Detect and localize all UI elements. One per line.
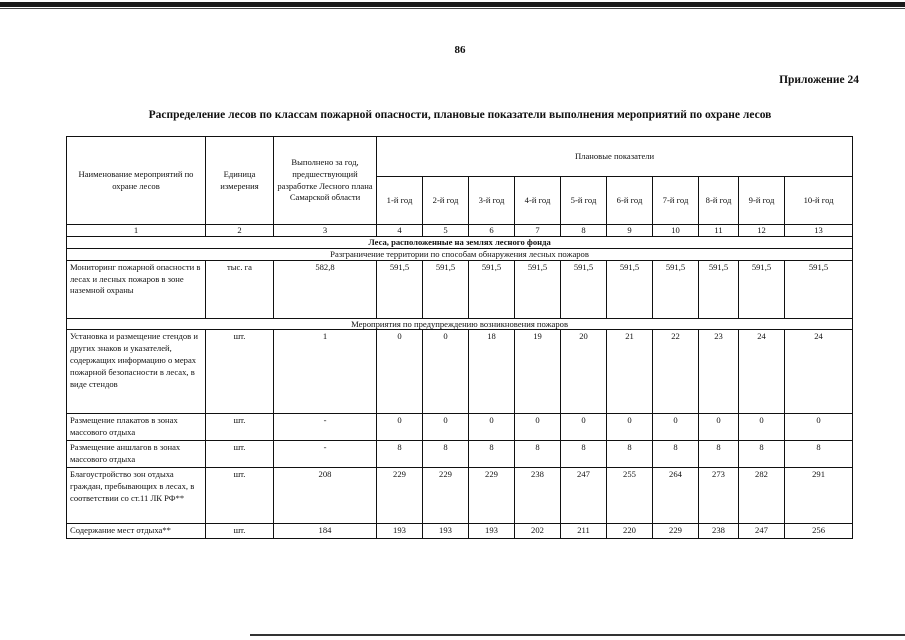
completed-cell: 184 bbox=[274, 523, 377, 538]
value-cell: 591,5 bbox=[515, 260, 561, 318]
bottom-border-rule bbox=[250, 634, 905, 636]
header-year: 9-й год bbox=[739, 177, 785, 225]
column-number: 11 bbox=[699, 225, 739, 237]
top-border-rule bbox=[0, 2, 905, 7]
value-cell: 21 bbox=[607, 330, 653, 414]
value-cell: 0 bbox=[377, 330, 423, 414]
value-cell: 0 bbox=[377, 414, 423, 441]
table-row bbox=[67, 414, 853, 441]
column-number: 8 bbox=[561, 225, 607, 237]
unit-cell: шт. bbox=[206, 441, 274, 468]
value-cell: 0 bbox=[469, 414, 515, 441]
section-row bbox=[67, 248, 853, 260]
value-cell: 229 bbox=[423, 467, 469, 523]
column-number: 1 bbox=[67, 225, 206, 237]
value-cell: 229 bbox=[377, 467, 423, 523]
value-cell: 220 bbox=[607, 523, 653, 538]
header-year: 3-й год bbox=[469, 177, 515, 225]
column-number: 2 bbox=[206, 225, 274, 237]
section-forest-lands: Леса, расположенные на землях лесного фонда bbox=[67, 237, 853, 249]
unit-cell: шт. bbox=[206, 467, 274, 523]
value-cell: 211 bbox=[561, 523, 607, 538]
value-cell: 291 bbox=[785, 467, 853, 523]
activity-name: Содержание мест отдыха** bbox=[67, 523, 206, 538]
completed-cell: - bbox=[274, 414, 377, 441]
value-cell: 8 bbox=[653, 441, 699, 468]
value-cell: 238 bbox=[515, 467, 561, 523]
unit-cell: шт. bbox=[206, 414, 274, 441]
column-number: 5 bbox=[423, 225, 469, 237]
header-unit: Единица измерения bbox=[206, 137, 274, 225]
column-number: 6 bbox=[469, 225, 515, 237]
value-cell: 8 bbox=[699, 441, 739, 468]
value-cell: 247 bbox=[561, 467, 607, 523]
activity-name: Установка и размещение стендов и других знаков и указателей, содержащих информацию о мерах пожарной безопасности в лесах, в виде стендов bbox=[67, 330, 206, 414]
column-number: 12 bbox=[739, 225, 785, 237]
header-year: 7-й год bbox=[653, 177, 699, 225]
appendix-label: Приложение 24 bbox=[779, 74, 859, 86]
value-cell: 282 bbox=[739, 467, 785, 523]
header-year: 5-й год bbox=[561, 177, 607, 225]
section-prevention: Мероприятия по предупреждению возникновения пожаров bbox=[67, 318, 853, 330]
value-cell: 229 bbox=[653, 523, 699, 538]
value-cell: 591,5 bbox=[653, 260, 699, 318]
header-planned: Плановые показатели bbox=[377, 137, 853, 177]
column-number: 9 bbox=[607, 225, 653, 237]
unit-cell: шт. bbox=[206, 330, 274, 414]
value-cell: 256 bbox=[785, 523, 853, 538]
value-cell: 0 bbox=[607, 414, 653, 441]
section-delimitation: Разграничение территории по способам обнаружения лесных пожаров bbox=[67, 248, 853, 260]
header-year: 2-й год bbox=[423, 177, 469, 225]
value-cell: 0 bbox=[423, 330, 469, 414]
header-completed: Выполнено за год, предшествующий разработке Лесного плана Самарской области bbox=[274, 137, 377, 225]
value-cell: 0 bbox=[739, 414, 785, 441]
unit-cell: шт. bbox=[206, 523, 274, 538]
document-title: Распределение лесов по классам пожарной опасности, плановые показатели выполнения мероприятий по охране лесов bbox=[148, 109, 772, 121]
table-row bbox=[67, 260, 853, 318]
value-cell: 8 bbox=[607, 441, 653, 468]
top-border-rule-thin bbox=[0, 8, 905, 9]
value-cell: 273 bbox=[699, 467, 739, 523]
value-cell: 18 bbox=[469, 330, 515, 414]
column-number: 3 bbox=[274, 225, 377, 237]
column-number: 7 bbox=[515, 225, 561, 237]
completed-cell: 582,8 bbox=[274, 260, 377, 318]
header-year: 8-й год bbox=[699, 177, 739, 225]
value-cell: 591,5 bbox=[699, 260, 739, 318]
fire-safety-table bbox=[66, 136, 853, 539]
value-cell: 8 bbox=[377, 441, 423, 468]
completed-cell: - bbox=[274, 441, 377, 468]
header-year: 10-й год bbox=[785, 177, 853, 225]
value-cell: 24 bbox=[785, 330, 853, 414]
header-year: 4-й год bbox=[515, 177, 561, 225]
value-cell: 8 bbox=[469, 441, 515, 468]
value-cell: 591,5 bbox=[561, 260, 607, 318]
value-cell: 8 bbox=[785, 441, 853, 468]
column-number-row bbox=[67, 225, 853, 237]
completed-cell: 208 bbox=[274, 467, 377, 523]
value-cell: 202 bbox=[515, 523, 561, 538]
value-cell: 229 bbox=[469, 467, 515, 523]
value-cell: 8 bbox=[561, 441, 607, 468]
activity-name: Благоустройство зон отдыха граждан, пребывающих в лесах, в соответствии со ст.11 ЛК РФ** bbox=[67, 467, 206, 523]
activity-name: Размещение плакатов в зонах массового отдыха bbox=[67, 414, 206, 441]
completed-cell: 1 bbox=[274, 330, 377, 414]
value-cell: 238 bbox=[699, 523, 739, 538]
value-cell: 20 bbox=[561, 330, 607, 414]
section-row bbox=[67, 318, 853, 330]
column-number: 13 bbox=[785, 225, 853, 237]
value-cell: 591,5 bbox=[607, 260, 653, 318]
table-row bbox=[67, 441, 853, 468]
value-cell: 591,5 bbox=[739, 260, 785, 318]
column-number: 10 bbox=[653, 225, 699, 237]
activity-name: Мониторинг пожарной опасности в лесах и лесных пожаров в зоне наземной охраны bbox=[67, 260, 206, 318]
header-year: 6-й год bbox=[607, 177, 653, 225]
column-number: 4 bbox=[377, 225, 423, 237]
value-cell: 0 bbox=[515, 414, 561, 441]
value-cell: 0 bbox=[561, 414, 607, 441]
table-row bbox=[67, 523, 853, 538]
header-row-top bbox=[67, 137, 853, 177]
unit-cell: тыс. га bbox=[206, 260, 274, 318]
value-cell: 0 bbox=[653, 414, 699, 441]
value-cell: 591,5 bbox=[469, 260, 515, 318]
value-cell: 247 bbox=[739, 523, 785, 538]
value-cell: 591,5 bbox=[423, 260, 469, 318]
table-row bbox=[67, 467, 853, 523]
value-cell: 193 bbox=[377, 523, 423, 538]
value-cell: 8 bbox=[515, 441, 561, 468]
header-year: 1-й год bbox=[377, 177, 423, 225]
value-cell: 193 bbox=[423, 523, 469, 538]
section-row bbox=[67, 237, 853, 249]
page-number: 86 bbox=[454, 44, 466, 56]
value-cell: 23 bbox=[699, 330, 739, 414]
value-cell: 591,5 bbox=[377, 260, 423, 318]
value-cell: 591,5 bbox=[785, 260, 853, 318]
value-cell: 8 bbox=[739, 441, 785, 468]
value-cell: 19 bbox=[515, 330, 561, 414]
value-cell: 0 bbox=[785, 414, 853, 441]
value-cell: 193 bbox=[469, 523, 515, 538]
value-cell: 264 bbox=[653, 467, 699, 523]
value-cell: 22 bbox=[653, 330, 699, 414]
value-cell: 24 bbox=[739, 330, 785, 414]
value-cell: 0 bbox=[699, 414, 739, 441]
table-row bbox=[67, 330, 853, 414]
value-cell: 255 bbox=[607, 467, 653, 523]
header-activity: Наименование мероприятий по охране лесов bbox=[67, 137, 206, 225]
value-cell: 8 bbox=[423, 441, 469, 468]
activity-name: Размещение аншлагов в зонах массового отдыха bbox=[67, 441, 206, 468]
value-cell: 0 bbox=[423, 414, 469, 441]
